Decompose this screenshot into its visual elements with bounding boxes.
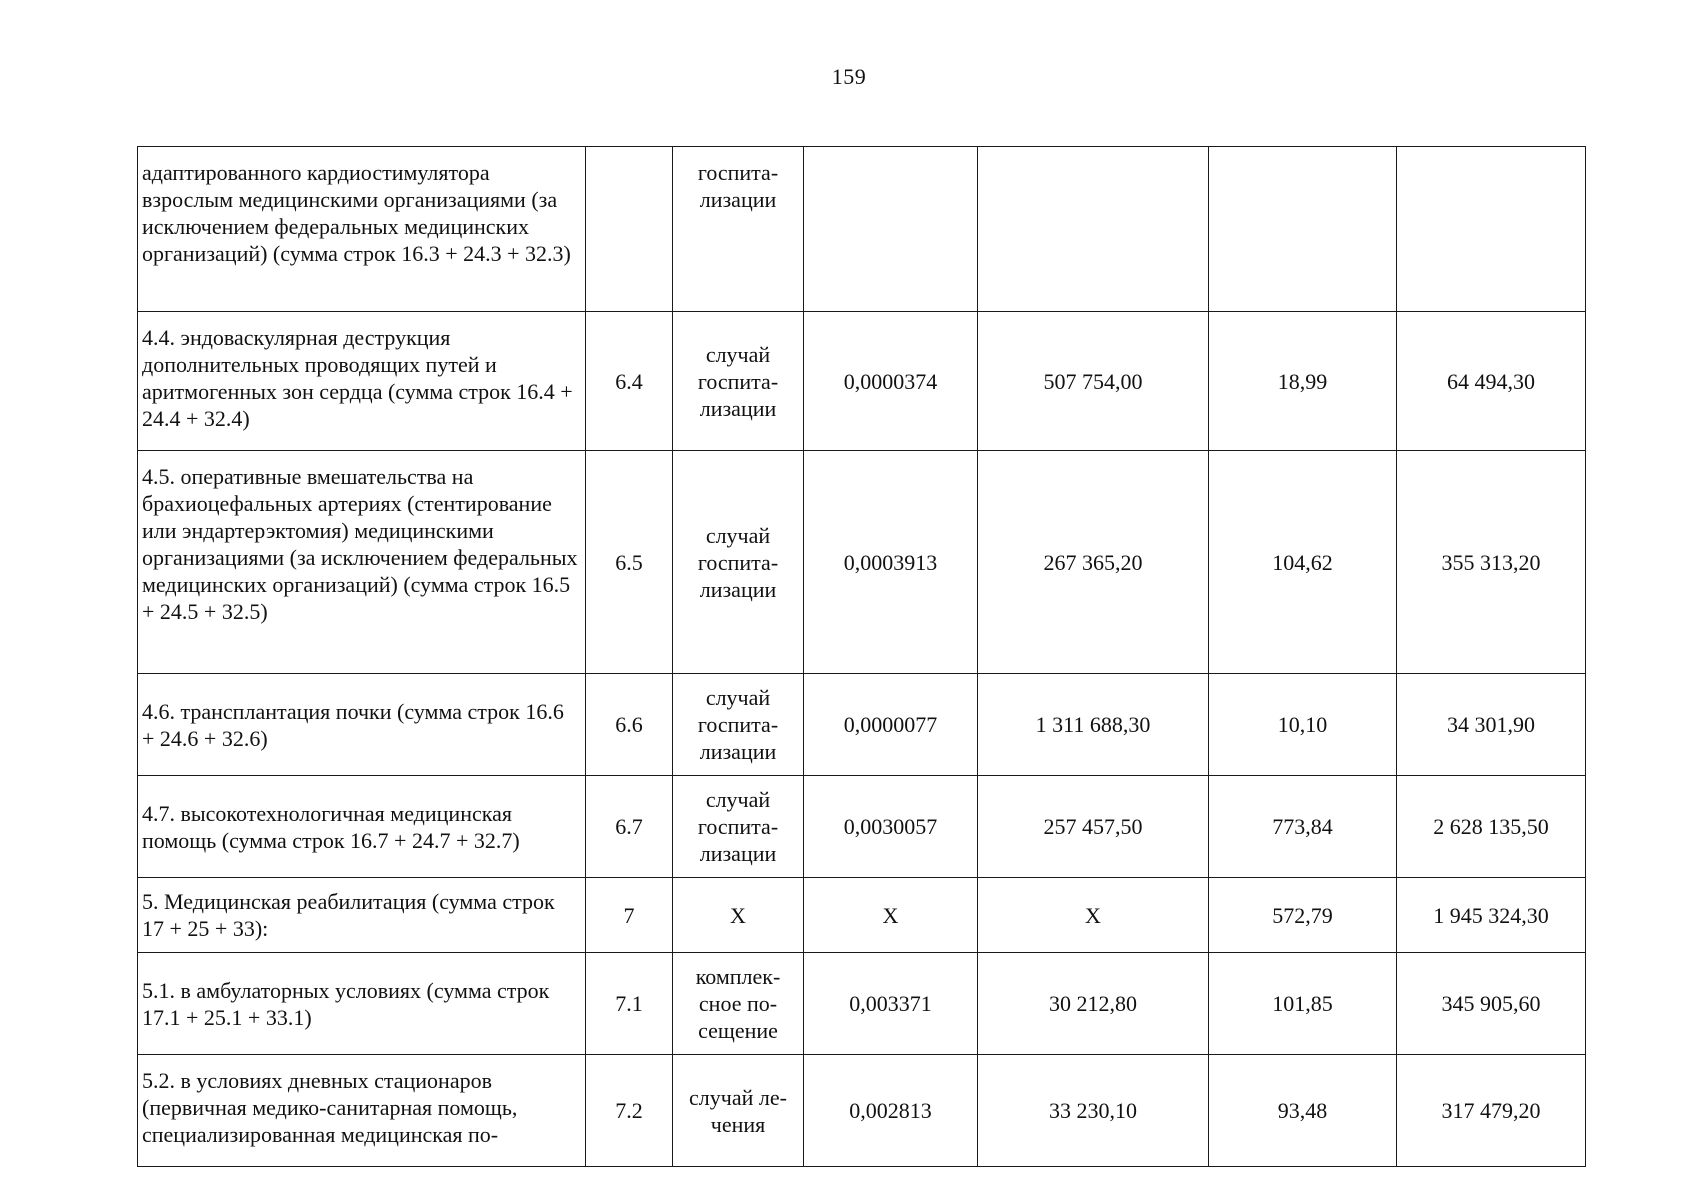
table-row [138,953,1586,1055]
row-norm-cell: 0,0000077 [804,674,978,776]
row-total-cell: 317 479,20 [1397,1055,1586,1167]
row-unit-cell: случай госпита-лизации [673,674,804,776]
row-name-cell: адаптированного кардиостимулятора взрослым медицинскими организациями (за исключением федеральных медицинских организаций) (сумма строк 16.3 + 24.3 + 32.3) [138,147,586,312]
row-name-cell: 4.6. трансплантация почки (сумма строк 16.6 + 24.6 + 32.6) [138,674,586,776]
row-cost-cell: 267 365,20 [978,451,1209,674]
row-norm-cell: 0,0003913 [804,451,978,674]
row-total-cell: 34 301,90 [1397,674,1586,776]
row-cost-cell: 30 212,80 [978,953,1209,1055]
table-row [138,674,1586,776]
row-name-cell: 4.5. оперативные вмешательства на брахиоцефальных артериях (стентирование или эндартерэктомия) медицинскими организациями (за исключением федеральных медицинских организаций) (сумма строк 16.5 + 24.5 + 32.5) [138,451,586,674]
row-per-capita-cell: 572,79 [1209,878,1397,953]
row-name-cell: 5.1. в амбулаторных условиях (сумма строк 17.1 + 25.1 + 33.1) [138,953,586,1055]
row-cost-cell: X [978,878,1209,953]
row-code-cell: 7.2 [586,1055,673,1167]
row-cost-cell: 257 457,50 [978,776,1209,878]
row-per-capita-cell: 93,48 [1209,1055,1397,1167]
row-cost-cell: 1 311 688,30 [978,674,1209,776]
row-unit-cell: случай ле-чения [673,1055,804,1167]
row-code-cell: 6.4 [586,312,673,451]
row-unit-cell: случай госпита-лизации [673,312,804,451]
row-unit-cell: случай госпита-лизации [673,451,804,674]
row-per-capita-cell: 101,85 [1209,953,1397,1055]
row-code-cell: 6.5 [586,451,673,674]
row-total-cell: 345 905,60 [1397,953,1586,1055]
row-name-cell: 5. Медицинская реабилитация (сумма строк 17 + 25 + 33): [138,878,586,953]
row-norm-cell: 0,0030057 [804,776,978,878]
row-unit-cell: комплек-сное по-сещение [673,953,804,1055]
row-per-capita-cell: 773,84 [1209,776,1397,878]
table-row [138,312,1586,451]
row-code-cell: 7.1 [586,953,673,1055]
row-per-capita-cell: 104,62 [1209,451,1397,674]
row-per-capita-cell: 10,10 [1209,674,1397,776]
table-body [138,147,1586,1167]
row-unit-cell: X [673,878,804,953]
row-total-cell: 1 945 324,30 [1397,878,1586,953]
row-total-cell: 2 628 135,50 [1397,776,1586,878]
row-name-cell: 5.2. в условиях дневных стационаров (первичная медико-санитарная помощь, специализированная медицинская по- [138,1055,586,1167]
row-norm-cell [804,147,978,312]
row-per-capita-cell: 18,99 [1209,312,1397,451]
row-code-cell: 6.7 [586,776,673,878]
row-cost-cell [978,147,1209,312]
row-code-cell: 6.6 [586,674,673,776]
row-name-cell: 4.7. высокотехнологичная медицинская помощь (сумма строк 16.7 + 24.7 + 32.7) [138,776,586,878]
table-row [138,1055,1586,1167]
row-total-cell: 64 494,30 [1397,312,1586,451]
table-row [138,878,1586,953]
row-total-cell: 355 313,20 [1397,451,1586,674]
row-norm-cell: 0,003371 [804,953,978,1055]
row-total-cell [1397,147,1586,312]
row-per-capita-cell [1209,147,1397,312]
page-number: 159 [831,64,867,89]
row-code-cell: 7 [586,878,673,953]
data-table [137,146,1586,1167]
table-row [138,451,1586,674]
row-unit-cell: случай госпита-лизации [673,776,804,878]
table-row [138,147,1586,312]
row-norm-cell: X [804,878,978,953]
row-code-cell [586,147,673,312]
row-norm-cell: 0,0000374 [804,312,978,451]
row-name-cell: 4.4. эндоваскулярная деструкция дополнительных проводящих путей и аритмогенных зон сердца (сумма строк 16.4 + 24.4 + 32.4) [138,312,586,451]
row-cost-cell: 33 230,10 [978,1055,1209,1167]
table-row [138,776,1586,878]
row-unit-cell: госпита-лизации [673,147,804,312]
row-cost-cell: 507 754,00 [978,312,1209,451]
row-norm-cell: 0,002813 [804,1055,978,1167]
